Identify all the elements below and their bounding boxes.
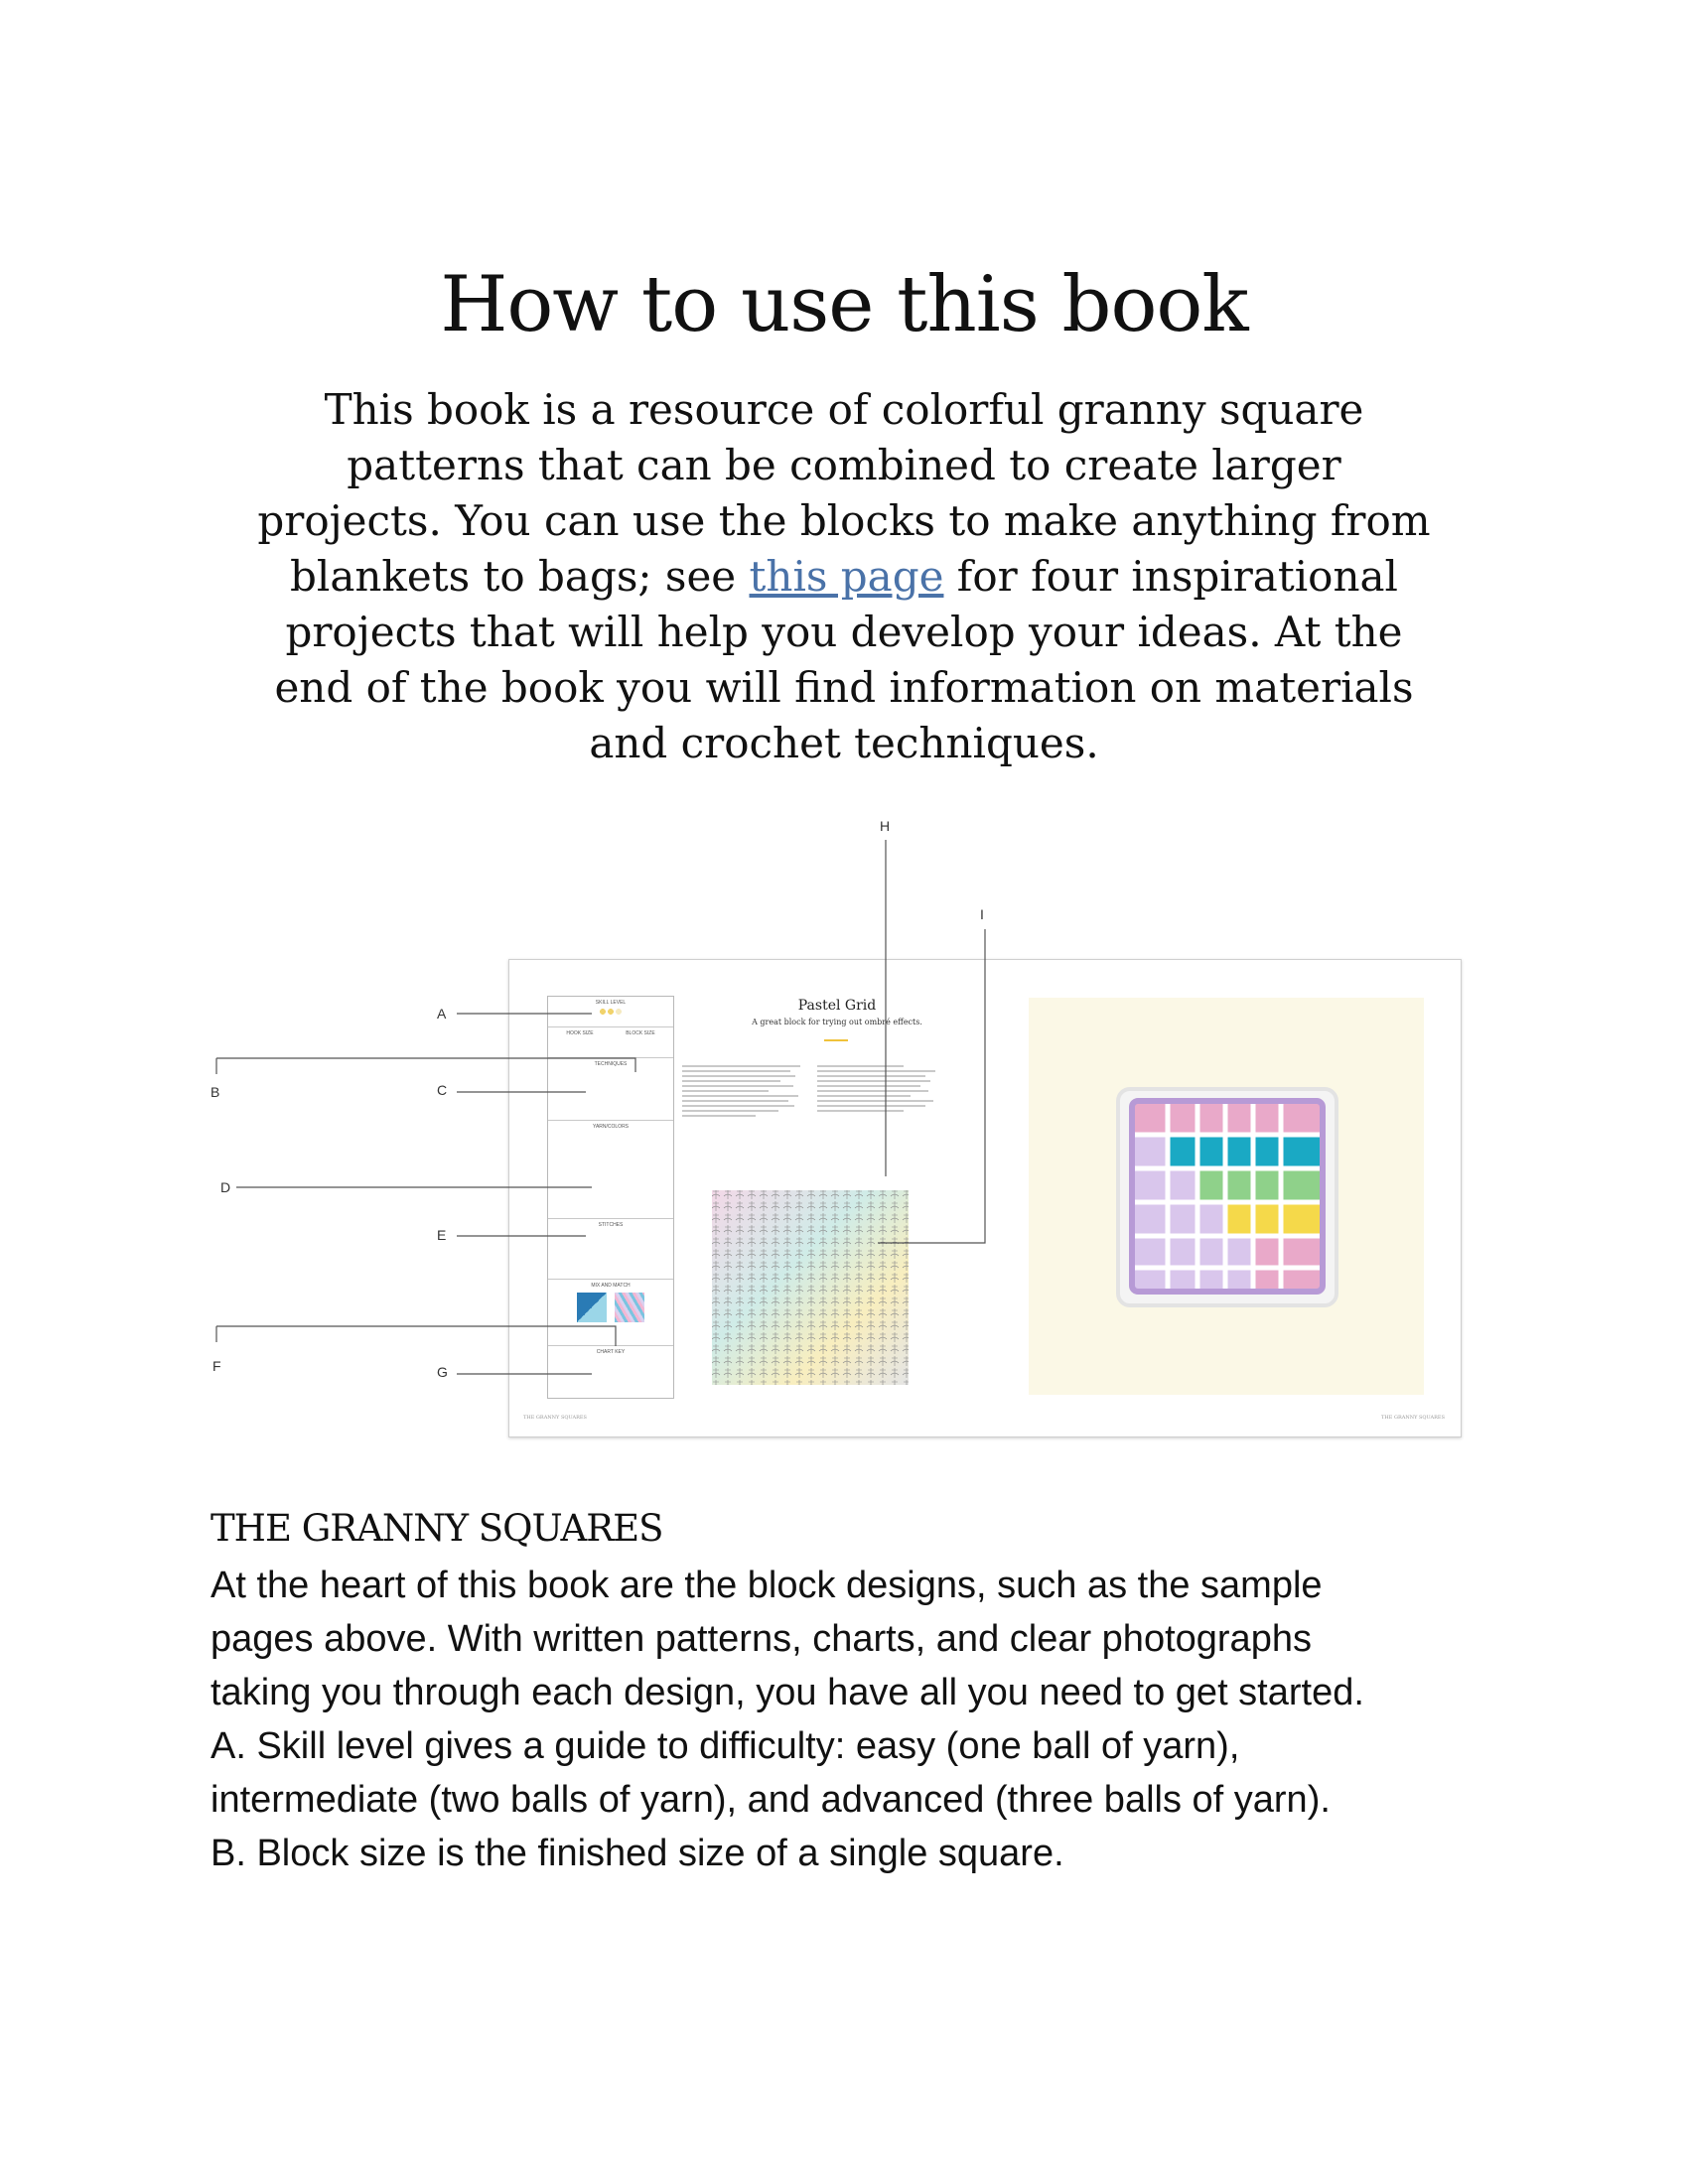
callout-c: C [437,1082,448,1098]
callout-e: E [437,1227,447,1243]
page-title: How to use this book [440,260,1248,349]
callout-a: A [437,1006,447,1022]
body-line: taking you through each design, you have all you need to get started. [211,1672,1364,1713]
intro-text-end: for four inspirational projects that will help you develop your ideas. At the end of the book you will find information on materials and crochet techniques. [274,552,1414,767]
sample-page-title: Pastel Grid [797,998,877,1014]
section-body [211,1559,1561,1880]
sidebar-stitches: STITCHES [548,1219,673,1280]
sidebar-sizes: HOOK SIZE BLOCK SIZE [548,1027,673,1058]
sidebar-skill-level: SKILL LEVEL [548,997,673,1027]
callout-d: D [220,1179,231,1195]
body-line: intermediate (two balls of yarn), and advanced (three balls of yarn). [211,1779,1331,1821]
callout-i: I [980,906,984,922]
this-page-link[interactable]: this page [749,552,944,601]
sidebar-mix-and-match: MIX AND MATCH [548,1280,673,1346]
sample-page-subtitle: A great block for trying out ombré effects. [752,1018,922,1026]
footer-left: THE GRANNY SQUARES [523,1415,587,1421]
body-line: A. Skill level gives a guide to difficulty: easy (one ball of yarn), [211,1725,1240,1767]
body-line: B. Block size is the finished size of a single square. [211,1833,1064,1874]
callout-h: H [880,818,891,834]
section-heading: THE GRANNY SQUARES [211,1507,663,1550]
sidebar-yarn-colors: YARN/COLORS [548,1121,673,1219]
footer-right: THE GRANNY SQUARES [1381,1415,1445,1421]
body-line: pages above. With written patterns, charts, and clear photographs [211,1618,1312,1660]
intro-text-start: This book is a resource of colorful granny square patterns that can be combined to create larger projects. You can use the blocks to make anything from blankets to bags; see [257,385,1431,601]
sidebar-techniques: TECHNIQUES [548,1058,673,1121]
callout-g: G [437,1364,448,1380]
body-line: At the heart of this book are the block designs, such as the sample [211,1565,1323,1606]
callout-b: B [211,1084,220,1100]
sidebar-chart-key: CHART KEY [596,1349,626,1355]
callout-f: F [212,1358,221,1374]
